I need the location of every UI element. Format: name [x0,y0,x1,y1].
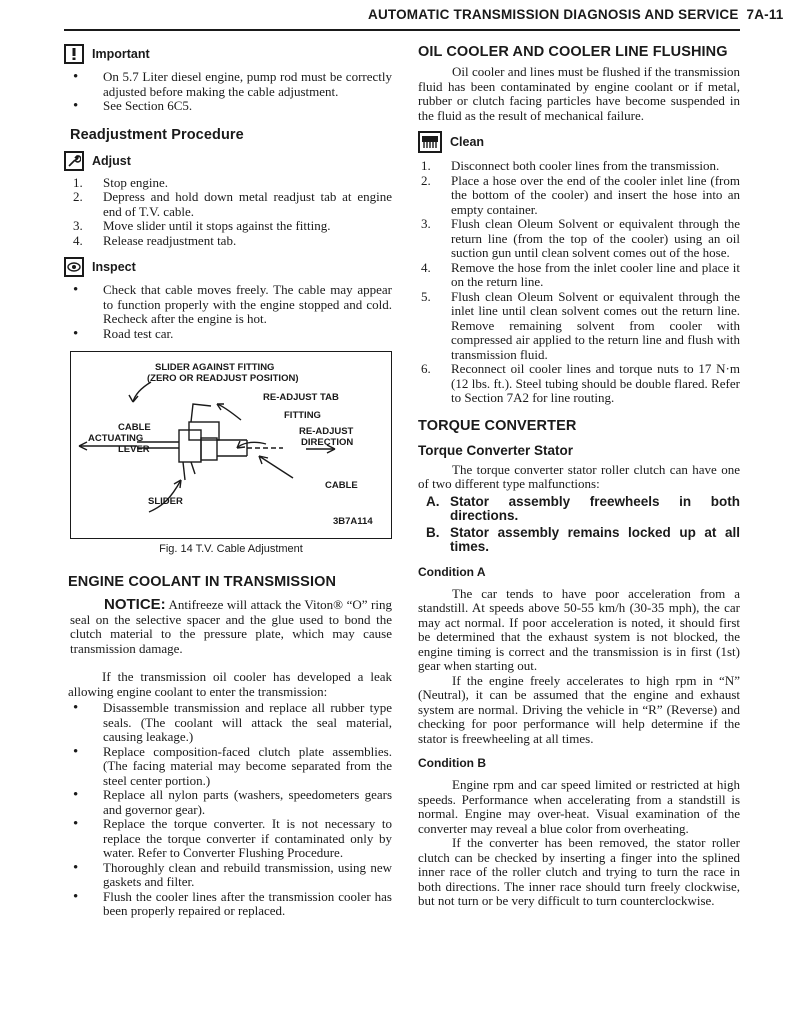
stator-intro: The torque converter stator roller clutch can have one of two different type malfunctions: [418,461,740,491]
header-title: AUTOMATIC TRANSMISSION DIAGNOSIS AND SERVICE [368,7,739,22]
step-number: 6. [421,361,431,376]
condition-a-p2: If the engine freely accelerates to high rpm in “N” (Neutral), it can be assumed that the engine and exhaust system are normal. Driving the vehicle in “R” (Reverse) and checking for poor performance will help determine if the stator is freewheeling at all times. [418,672,740,746]
step-number: 2. [421,172,431,188]
list-item: • Replace all nylon parts (washers, speedometers gears and governor gear). [70,788,392,817]
right-column [418,44,740,909]
left-column [70,44,392,919]
label-cable-1: CABLE [118,422,151,433]
malfunction-text: Stator assembly freewheels in both directions. [450,493,740,523]
brush-icon [418,131,442,153]
inspect-heading [64,257,392,277]
malfunction-a [426,495,740,524]
malfunction-key: B. [426,524,440,540]
flushing-steps [418,159,740,406]
adjust-label: Adjust [92,153,131,168]
flushing-intro: Oil cooler and lines must be flushed if the transmission fluid has been contaminated by engine coolant or if metal, rubber or clutch facing particles have become suspended in the fluid as the result of mechanical failure. [418,64,740,123]
list-item: • Replace the torque converter. It is not necessary to replace the torque converter if contaminated only by water. Refer to Converter Flushing Procedure. [70,817,392,861]
condition-b-p2: If the converter has been removed, the stator roller clutch can be checked by inserting a finger into the splined inner race of the roller clutch and trying to turn the race in both directions. The inner race should turn freely clockwise, but not turn or be very difficult to turn counterclockwise. [418,835,740,908]
exclamation-icon [64,44,84,64]
step-text: Disconnect both cooler lines from the transmission. [451,158,720,173]
condition-b-title: Condition B [418,756,486,770]
flushing-title: OIL COOLER AND COOLER LINE FLUSHING [418,44,728,60]
label-lever: LEVER [118,444,150,455]
condition-a-title: Condition A [418,564,486,579]
condition-a-p1: The car tends to have poor acceleration from a standstill. At speeds above 50-55 km/h (30-35 mph), the car may act normal. If poor acceleration is noted, it should first be determined that the exhaust system is not blocked, the engine timing is correct and the transmission is in first (1st) gear when starting out. [418,585,740,673]
step-number: 1. [73,174,83,190]
label-slider: SLIDER [148,496,183,507]
step-number: 4. [421,259,431,275]
step-number: 4. [73,232,83,248]
list-item: • See Section 6C5. [70,99,392,114]
malfunction-key: A. [426,493,440,509]
list-item: • Road test car. [70,327,392,342]
label-actuating: ACTUATING [88,433,144,444]
figure-caption: Fig. 14 T.V. Cable Adjustment [159,543,303,555]
label-cable: CABLE [325,480,358,491]
stator-subtitle: Torque Converter Stator [418,442,574,458]
inspect-list [70,283,392,341]
list-item [418,159,740,174]
eye-icon [64,257,84,277]
condition-b-p1: Engine rpm and car speed limited or restricted at high speeds. Performance when accelerating from a standstill is normal. Engine may over-heat. Visual examination of the converter may reveal a blue color from overheating. [418,777,740,836]
list-item [70,219,392,234]
clean-label: Clean [450,135,485,149]
readjustment-title: Readjustment Procedure [70,126,244,143]
label-slider-fitting-1: SLIDER AGAINST FITTING [155,362,275,373]
wrench-icon [64,151,84,171]
important-label: Important [92,47,150,61]
step-text: Place a hose over the end of the cooler inlet line (from the bottom of the cooler) and insert the hose into an empty container. [451,172,740,217]
label-direction: DIRECTION [301,437,354,448]
converter-title: TORQUE CONVERTER [418,417,577,434]
important-list [70,70,392,114]
step-text: Move slider until it stops against the fitting. [103,218,331,233]
step-number: 3. [421,216,431,231]
list-item [418,290,740,363]
step-text: Release readjustment tab. [103,232,237,248]
label-readjust-tab: RE-ADJUST TAB [263,392,339,403]
important-heading [64,44,392,64]
list-item [418,362,740,406]
step-text: Reconnect oil cooler lines and torque nuts to 17 N·m (12 lbs. ft.). Steel tubing should be double flared. Refer to Section 7A2 for line routing. [451,361,740,405]
step-text: Stop engine. [103,174,168,190]
step-text: Flush clean Oleum Solvent or equivalent through the inlet line until clean solvent comes out the return line. Remove remaining solvent from cooler with compressed air applied to the return line and flush with transmission fluid. [451,288,740,362]
step-number: 2. [73,189,83,204]
coolant-intro: If the transmission oil cooler has developed a leak allowing engine coolant to enter the transmission: [68,669,392,699]
figure-tv-cable [70,351,392,539]
coolant-title: ENGINE COOLANT IN TRANSMISSION [68,574,337,590]
malfunction-b [426,526,740,555]
list-item [70,190,392,219]
coolant-list [70,701,392,919]
step-text: Flush clean Oleum Solvent or equivalent through the return line (from the top of the cooler) using an oil suction gun until clean solvent comes out of the hose. [451,216,740,260]
step-text: Remove the hose from the inlet cooler line and place it on the return line. [451,259,740,289]
step-number: 1. [421,158,431,173]
step-number: 5. [421,288,431,304]
step-number: 3. [73,218,83,233]
header-rule [64,29,740,31]
label-readjust: RE-ADJUST [299,426,354,437]
list-item [418,174,740,218]
running-header [368,7,784,22]
list-item [70,234,392,249]
list-item: • Flush the cooler lines after the transmission cooler has been properly repaired or replaced. [70,890,392,919]
list-item: • On 5.7 Liter diesel engine, pump rod must be correctly adjusted before making the cable adjustment. [70,70,392,99]
step-text: Depress and hold down metal readjust tab at engine end of T.V. cable. [103,189,392,219]
inspect-label: Inspect [92,260,136,274]
clean-heading [418,131,740,153]
list-item [70,176,392,191]
label-slider-fitting-2: (ZERO OR READJUST POSITION) [147,373,299,384]
list-item: • Disassemble transmission and replace all rubber type seals. (The coolant will attack the seal material, causing leakage.) [70,701,392,745]
list-item: • Replace composition-faced clutch plate assemblies. (The facing material may become separated from the steel center portion.) [70,745,392,789]
notice-text: Antifreeze will attack the Viton® “O” ring seal on the selective spacer and the glue used to bond the clutch material to the pressure plate, which may cause transmission damage. [70,597,392,656]
notice-label: NOTICE: [104,596,166,613]
label-fitting: FITTING [284,410,321,421]
list-item: • Thoroughly clean and rebuild transmission, using new gaskets and filter. [70,861,392,890]
figure-code: 3B7A114 [333,516,373,527]
adjust-steps [70,176,392,249]
adjust-heading [64,151,392,171]
notice-paragraph [70,598,392,656]
list-item [418,261,740,290]
list-item [418,217,740,261]
malfunction-text: Stator assembly remains locked up at all times. [450,524,740,554]
page-number: 7A-11 [746,7,784,22]
list-item: • Check that cable moves freely. The cable may appear to function properly with the engine stopped and cold. Recheck after the engine is hot. [70,283,392,327]
